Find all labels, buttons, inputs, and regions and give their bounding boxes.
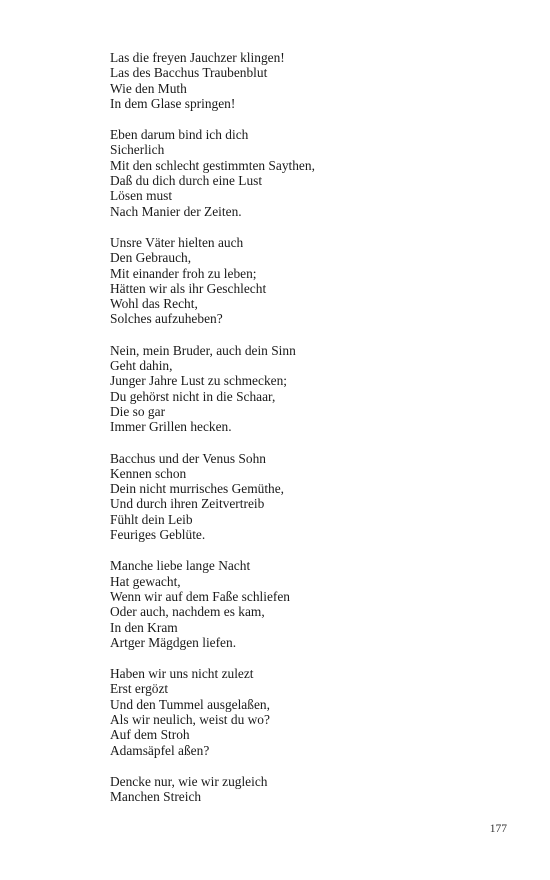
poem-line: Solches aufzuheben? [110, 311, 223, 327]
stanza-2 [110, 127, 510, 219]
poem-line: Hätten wir als ihr Geschlecht [110, 280, 267, 296]
poem-line: Haben wir uns nicht zulezt [110, 666, 254, 682]
poem-line: Junger Jahre Lust zu schmecken; [110, 373, 287, 389]
poem-line: Artger Mägdgen liefen. [110, 634, 237, 650]
poem-line: Las die freyen Jauchzer klingen! [110, 50, 285, 65]
poem-line: Den Gebrauch, [110, 250, 192, 266]
poem-line: Wie den Muth [110, 80, 187, 96]
poem-line: Wenn wir auf dem Faße schliefen [110, 588, 291, 604]
stanza-5 [110, 451, 510, 543]
poem-line: In den Kram [110, 619, 178, 635]
poem-line: Manchen Streich [110, 789, 202, 805]
poem-line: Unsre Väter hielten auch [110, 234, 244, 250]
poem-line: Du gehörst nicht in die Schaar, [110, 388, 276, 404]
poem-line: Und den Tummel ausgelaßen, [110, 696, 270, 712]
poem-line: Kennen schon [110, 465, 187, 481]
stanza-1 [110, 50, 510, 111]
poem-line: Nach Manier der Zeiten. [110, 203, 242, 219]
poem-line: Mit den schlecht gestimmten Saythen, [110, 157, 315, 173]
poem-line: Dencke nur, wie wir zugleich [110, 773, 268, 789]
poem-line: Fühlt dein Leib [110, 511, 193, 527]
poem-line: Oder auch, nachdem es kam, [110, 604, 265, 620]
poem-line: Adamsäpfel aßen? [110, 742, 210, 758]
stanza-8 [110, 774, 510, 805]
poem-line: Feuriges Geblüte. [110, 527, 206, 543]
poem-line: Immer Grillen hecken. [110, 419, 232, 435]
page-number: 177 [489, 823, 507, 835]
poem-line: Dein nicht murrisches Gemüthe, [110, 481, 285, 497]
poem-line: Daß du dich durch eine Lust [110, 173, 263, 189]
poem-line: Lösen must [110, 188, 173, 204]
poem-line: Hat gewacht, [110, 573, 181, 589]
poem-body [110, 50, 510, 820]
poem-line: Mit einander froh zu leben; [110, 265, 257, 281]
poem-line: Und durch ihren Zeitvertreib [110, 496, 265, 512]
stanza-6 [110, 558, 510, 650]
poem-line: Bacchus und der Venus Sohn [110, 450, 266, 466]
poem-line: Manche liebe lange Nacht [110, 558, 251, 574]
poem-line: Wohl das Recht, [110, 296, 198, 312]
poem-line: In dem Glase springen! [110, 95, 236, 111]
poem-line: Die so gar [110, 403, 166, 419]
poem-line: Las des Bacchus Traubenblut [110, 65, 268, 81]
stanza-3 [110, 235, 510, 327]
poem-line: Nein, mein Bruder, auch dein Sinn [110, 342, 296, 358]
poem-line: Erst ergözt [110, 681, 169, 697]
poem-line: Als wir neulich, weist du wo? [110, 711, 270, 727]
poem-line: Sicherlich [110, 142, 165, 158]
stanza-4 [110, 343, 510, 435]
stanza-7 [110, 666, 510, 758]
poem-line: Auf dem Stroh [110, 727, 190, 743]
poem-line: Eben darum bind ich dich [110, 127, 249, 143]
poem-line: Geht dahin, [110, 358, 173, 374]
